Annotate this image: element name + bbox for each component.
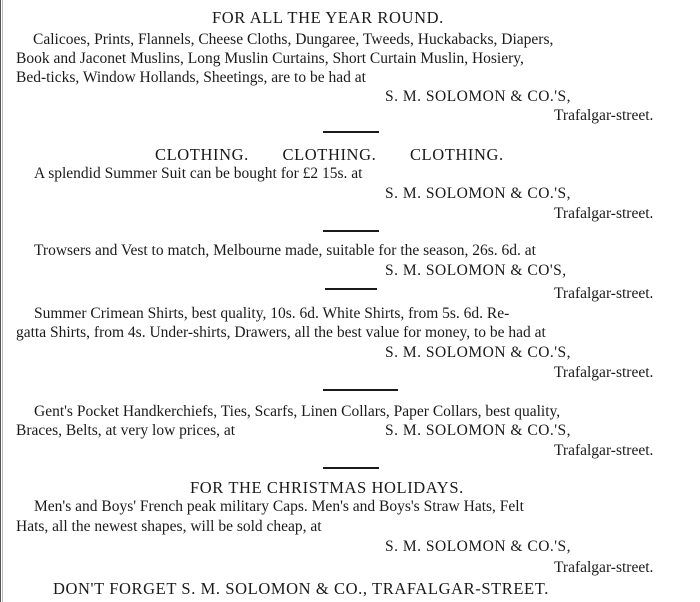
signature-solomon: S. M. SOLOMON & CO.'S, [385,88,572,105]
column-edge-shadow [2,0,3,602]
section-text-line: Braces, Belts, at very low prices, at [16,422,236,439]
section-heading-clothing: CLOTHING. CLOTHING. CLOTHING. [155,145,504,164]
section-divider [323,389,398,391]
footer-slogan: DON'T FORGET S. M. SOLOMON & CO., TRAFALGAR-STREET. [53,579,549,598]
address-trafalgar: Trafalgar-street. [554,107,654,124]
section-heading-christmas: FOR THE CHRISTMAS HOLIDAYS. [190,478,464,497]
section-text-line: Hats, all the newest shapes, will be sold cheap, at [16,518,322,535]
section-text-line: Trowsers and Vest to match, Melbourne made, suitable for the season, 26s. 6d. at [34,242,536,259]
signature-solomon: S. M. SOLOMON & CO.'S, [385,185,572,202]
section-text-line: Summer Crimean Shirts, best quality, 10s. 6d. White Shirts, from 5s. 6d. Re- [34,305,510,322]
address-trafalgar: Trafalgar-street. [554,364,654,381]
section-text-line: Men's and Boys' French peak military Caps. Men's and Boys's Straw Hats, Felt [34,498,524,515]
section-text-line: Calicoes, Prints, Flannels, Cheese Cloths, Dungaree, Tweeds, Huckabacks, Diapers, [33,31,554,48]
section-heading-year-round: FOR ALL THE YEAR ROUND. [212,8,444,27]
address-trafalgar: Trafalgar-street. [554,442,654,459]
section-divider [323,467,379,469]
address-trafalgar: Trafalgar-street. [554,285,654,302]
section-divider [325,288,377,290]
section-text-line: gatta Shirts, from 4s. Under-shirts, Drawers, all the best value for money, to be had at [16,324,546,341]
section-text-line: Gent's Pocket Handkerchiefs, Ties, Scarfs, Linen Collars, Paper Collars, best quality, [34,403,561,420]
column-edge-line [0,0,1,602]
section-divider [323,131,379,133]
address-trafalgar: Trafalgar-street. [554,559,654,576]
signature-solomon: S. M. SOLOMON & CO.'S, [385,538,572,555]
address-trafalgar: Trafalgar-street. [554,205,654,222]
section-text-line: A splendid Summer Suit can be bought for £2 15s. at [34,165,363,182]
signature-solomon: S. M. SOLOMON & CO.'S, [385,422,572,439]
signature-solomon: S. M. SOLOMON & CO.'S, [385,344,572,361]
signature-solomon: S. M. SOLOMON & CO'S, [385,262,567,279]
section-divider [323,230,379,232]
section-text-line: Book and Jaconet Muslins, Long Muslin Curtains, Short Curtain Muslin, Hosiery, [16,50,524,67]
section-text-line: Bed-ticks, Window Hollands, Sheetings, are to be had at [16,69,366,86]
